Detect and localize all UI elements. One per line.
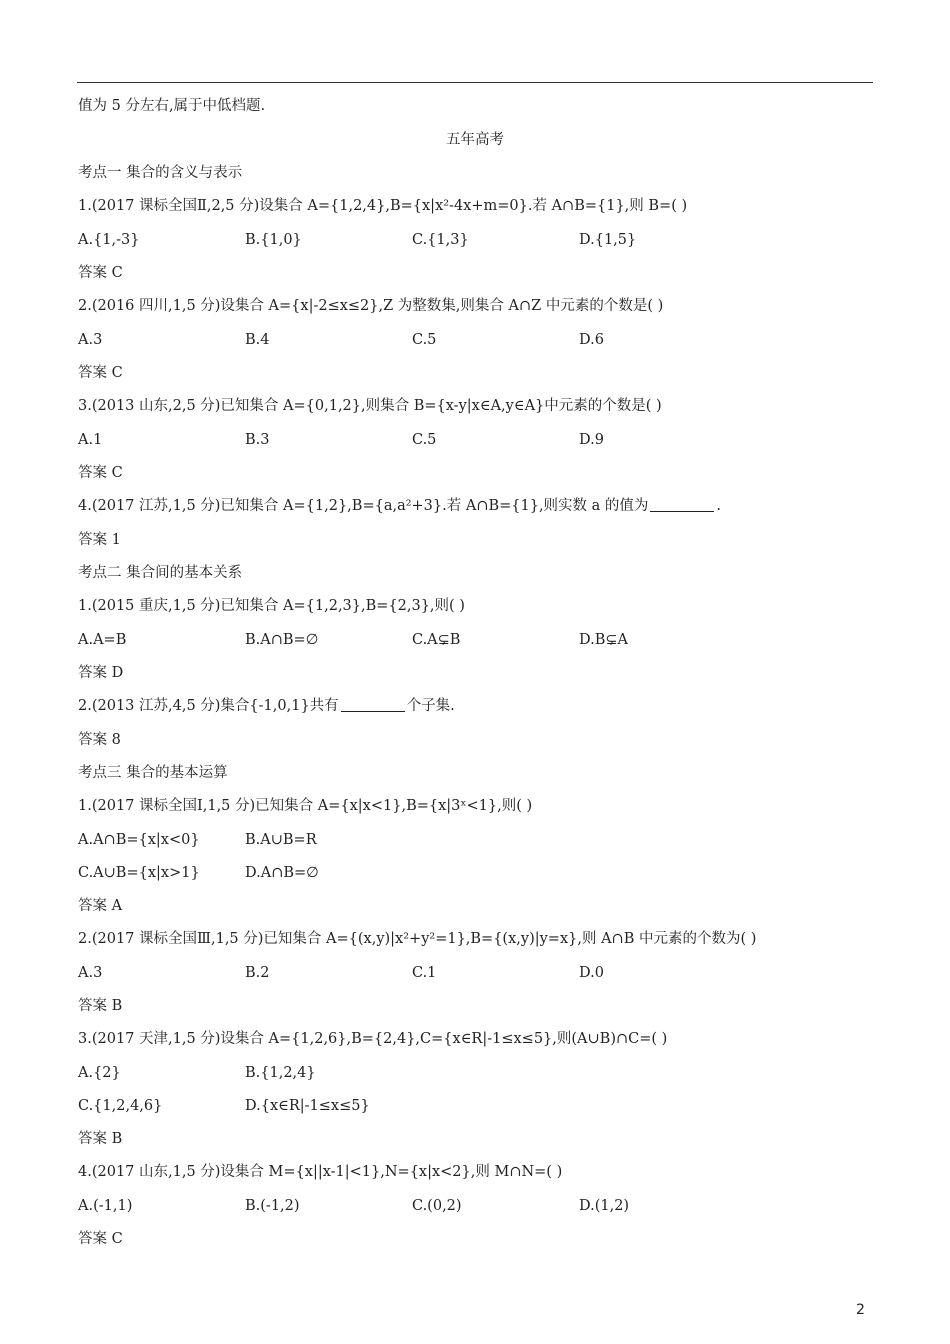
kp2-q1-answer: 答案 D <box>78 665 124 681</box>
option-b: B.3 <box>245 432 270 448</box>
option-d: D.{x∈R|-1≤x≤5} <box>245 1098 370 1114</box>
option-b: B.A∪B=R <box>245 832 317 848</box>
option-a: A.{1,-3} <box>78 232 140 248</box>
option-c: C.(0,2) <box>412 1198 462 1214</box>
option-c: C.A∪B={x|x>1} <box>78 865 200 881</box>
option-c: C.A⊊B <box>412 632 461 648</box>
header-rule <box>77 82 873 83</box>
kp3-q3-options-row1 <box>78 1063 878 1083</box>
kp2-q1-stem: 1.(2015 重庆,1,5 分)已知集合 A={1,2,3},B={2,3},则( ) <box>78 598 465 614</box>
option-d: D.6 <box>579 332 604 348</box>
option-a: A.3 <box>78 965 103 981</box>
stem-text-end: . <box>716 498 722 514</box>
option-c: C.1 <box>412 965 437 981</box>
stem-text-end: 个子集. <box>406 698 455 714</box>
stem-text: 4.(2017 江苏,1,5 分)已知集合 A={1,2},B={a,a²+3}.若 A∩B={1},则实数 a 的值为 <box>78 498 649 514</box>
kp2-q1-options <box>78 630 878 650</box>
option-b: B.A∩B=∅ <box>245 632 319 648</box>
option-a: A.A=B <box>78 632 127 648</box>
option-a: A.{2} <box>78 1065 121 1081</box>
option-b: B.{1,0} <box>245 232 302 248</box>
kp3-q3-answer: 答案 B <box>78 1131 123 1147</box>
option-b: B.4 <box>245 332 270 348</box>
option-d: D.(1,2) <box>579 1198 630 1214</box>
option-c: C.5 <box>412 432 437 448</box>
kp3-q1-stem: 1.(2017 课标全国Ⅰ,1,5 分)已知集合 A={x|x<1},B={x|3ˣ<1},则( ) <box>78 798 533 814</box>
kp1-q2-options <box>78 330 878 350</box>
kp1-q2-stem: 2.(2016 四川,1,5 分)设集合 A={x|-2≤x≤2},Z 为整数集,则集合 A∩Z 中元素的个数是( ) <box>78 298 664 314</box>
kp1-q1-answer: 答案 C <box>78 265 123 281</box>
kp3-q1-options-row2 <box>78 863 878 883</box>
option-c: C.5 <box>412 332 437 348</box>
kp3-q2-stem: 2.(2017 课标全国Ⅲ,1,5 分)已知集合 A={(x,y)|x²+y²=1},B={(x,y)|y=x},则 A∩B 中元素的个数为( ) <box>78 931 757 947</box>
kp1-q4-answer: 答案 1 <box>78 532 121 548</box>
option-c: C.{1,2,4,6} <box>78 1098 163 1114</box>
kp1-q3-answer: 答案 C <box>78 465 123 481</box>
kp1-q2-answer: 答案 C <box>78 365 123 381</box>
option-c: C.{1,3} <box>412 232 469 248</box>
option-a: A.3 <box>78 332 103 348</box>
kp1-q4-stem <box>78 496 721 516</box>
kp3-q1-options-row1 <box>78 830 878 850</box>
option-d: D.0 <box>579 965 604 981</box>
kp1-q1-stem: 1.(2017 课标全国Ⅱ,2,5 分)设集合 A={1,2,4},B={x|x²-4x+m=0}.若 A∩B={1},则 B=( ) <box>78 198 688 214</box>
page-number: 2 <box>856 1302 865 1318</box>
kp3-q4-stem: 4.(2017 山东,1,5 分)设集合 M={x||x-1|<1},N={x|x<2},则 M∩N=( ) <box>78 1164 563 1180</box>
option-a: A.A∩B={x|x<0} <box>78 832 200 848</box>
kp3-q2-options <box>78 963 878 983</box>
option-b: B.(-1,2) <box>245 1198 300 1214</box>
fill-blank <box>650 497 714 512</box>
kp2-q2-stem <box>78 696 455 716</box>
kp3-q4-options <box>78 1196 878 1216</box>
option-d: D.B⊊A <box>579 632 628 648</box>
kp3-q3-options-row2 <box>78 1096 878 1116</box>
section-title: 五年高考 <box>446 132 504 148</box>
kp3-q3-stem: 3.(2017 天津,1,5 分)设集合 A={1,2,6},B={2,4},C={x∈R|-1≤x≤5},则(A∪B)∩C=( ) <box>78 1031 668 1047</box>
kp3-q2-answer: 答案 B <box>78 998 123 1014</box>
kp2-title: 考点二 集合间的基本关系 <box>78 565 243 581</box>
intro-text: 值为 5 分左右,属于中低档题. <box>78 98 266 114</box>
kp1-title: 考点一 集合的含义与表示 <box>78 165 243 181</box>
stem-text: 2.(2013 江苏,4,5 分)集合{-1,0,1}共有 <box>78 698 339 714</box>
kp3-q4-answer: 答案 C <box>78 1231 123 1247</box>
option-d: D.A∩B=∅ <box>245 865 319 881</box>
option-a: A.(-1,1) <box>78 1198 133 1214</box>
option-b: B.2 <box>245 965 270 981</box>
kp1-q3-options <box>78 430 878 450</box>
option-d: D.{1,5} <box>579 232 637 248</box>
fill-blank <box>341 697 405 712</box>
option-d: D.9 <box>579 432 604 448</box>
kp1-q3-stem: 3.(2013 山东,2,5 分)已知集合 A={0,1,2},则集合 B={x-y|x∈A,y∈A}中元素的个数是( ) <box>78 398 662 414</box>
kp3-q1-answer: 答案 A <box>78 898 123 914</box>
kp1-q1-options <box>78 230 878 250</box>
option-b: B.{1,2,4} <box>245 1065 316 1081</box>
kp2-q2-answer: 答案 8 <box>78 732 121 748</box>
option-a: A.1 <box>78 432 103 448</box>
kp3-title: 考点三 集合的基本运算 <box>78 765 228 781</box>
